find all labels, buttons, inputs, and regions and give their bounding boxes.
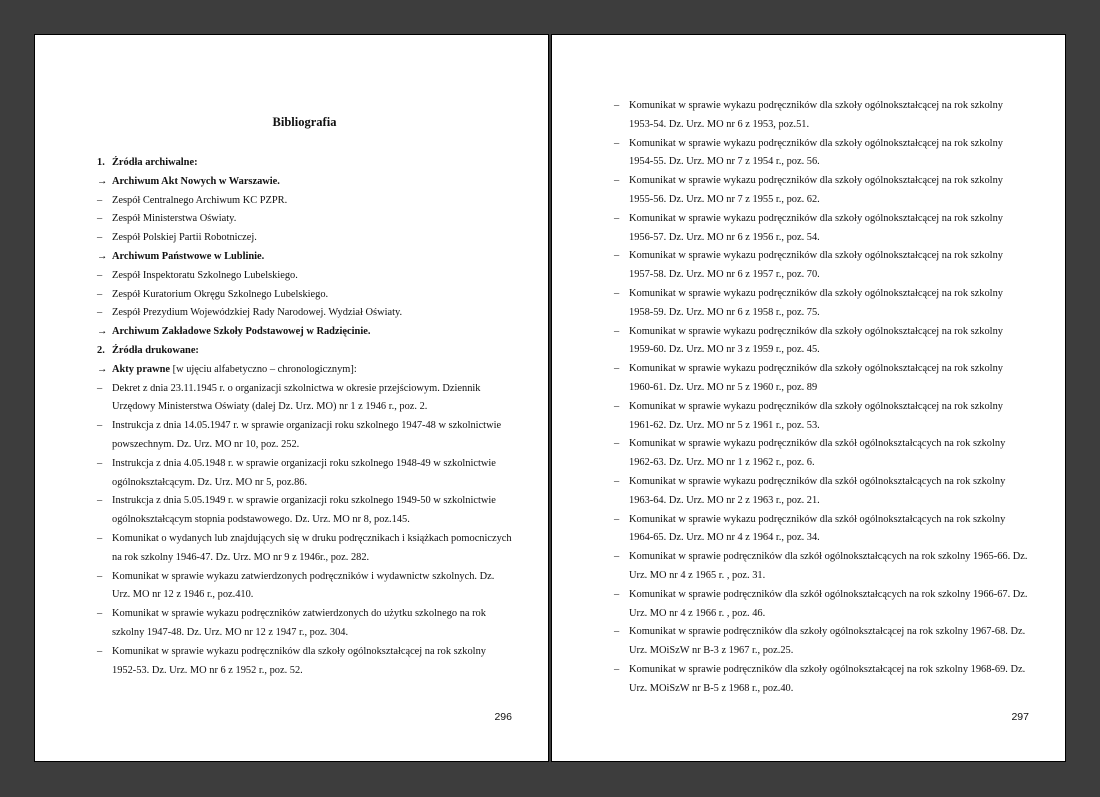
bibliography-entry xyxy=(614,360,1029,398)
entry-text: Komunikat w sprawie wykazu podręczników dla szkoły ogólnokształcącej na rok szkolny 1961-62. Dz. Urz. MO nr 5 z 1961 r., poz. 53. xyxy=(629,400,1003,431)
entry-marker: – xyxy=(614,363,620,375)
bibliography-entry xyxy=(97,323,512,342)
bibliography-entry xyxy=(97,530,512,568)
entry-marker: – xyxy=(614,325,620,337)
entry-text: Źródła archiwalne: xyxy=(112,157,198,168)
bibliography-entry xyxy=(97,248,512,267)
entry-text: Instrukcja z dnia 14.05.1947 r. w sprawie organizacji roku szkolnego 1947-48 w szkolnictwie powszechnym. Dz. Urz. MO nr 10, poz. 252. xyxy=(112,420,502,450)
bibliography-entry xyxy=(97,229,512,248)
bibliography-entry xyxy=(97,605,512,643)
entry-text: Archiwum Państwowe w Lublinie. xyxy=(112,250,265,262)
entry-text: Zespół Ministerstwa Oświaty. xyxy=(112,213,237,225)
bibliography-entry xyxy=(97,286,512,305)
entry-marker: – xyxy=(97,232,103,244)
entry-marker: – xyxy=(614,137,620,149)
entry-text: Komunikat w sprawie podręczników dla szkoły ogólnokształcącej na rok szkolny 1968-69. Dz. Urz. MOiSzW nr B-5 z 1968 r., poz.40. xyxy=(629,663,1026,694)
bibliography-entry xyxy=(614,548,1029,586)
bibliography-list xyxy=(614,97,1029,699)
entry-marker: – xyxy=(614,250,620,262)
entry-text: Komunikat w sprawie wykazu podręczników dla szkoły ogólnokształcącej na rok szkolny 1954-55. Dz. Urz. MO nr 7 z 1954 r., poz. 56. xyxy=(629,137,1003,168)
entry-text: Komunikat w sprawie wykazu zatwierdzonych podręczników i wydawnictw szkolnych. Dz. Urz. MO nr 12 z 1946 r., poz.410. xyxy=(112,570,495,601)
entry-text: Komunikat w sprawie wykazu podręczników dla szkoły ogólnokształcącej na rok szkolny 1952-53. Dz. Urz. MO nr 6 z 1952 r., poz. 52. xyxy=(112,645,486,676)
page-296 xyxy=(34,34,549,762)
entry-text: Komunikat w sprawie wykazu podręczników dla szkół ogólnokształcących na rok szkolny 1962-63. Dz. Urz. MO nr 1 z 1962 r., poz. 6. xyxy=(629,438,1006,469)
bibliography-entry xyxy=(97,210,512,229)
entry-text: Akty prawne xyxy=(112,363,171,375)
bibliography-title: Bibliografia xyxy=(272,115,337,129)
entry-text: Zespół Prezydium Wojewódzkiej Rady Narodowej. Wydział Oświaty. xyxy=(112,307,403,319)
entry-text: Komunikat w sprawie podręczników dla szkoły ogólnokształcącej na rok szkolny 1967-68. Dz. Urz. MOiSzW nr B-3 z 1967 r., poz.25. xyxy=(629,626,1026,657)
entry-text: Komunikat w sprawie wykazu podręczników dla szkoły ogólnokształcącej na rok szkolny 1956-57. Dz. Urz. MO nr 6 z 1956 r., poz. 54. xyxy=(629,212,1003,243)
page-number: 297 xyxy=(1011,711,1029,723)
bibliography-entry xyxy=(614,586,1029,624)
entry-marker: – xyxy=(97,645,103,657)
bibliography-list xyxy=(97,154,512,680)
entry-text: Komunikat w sprawie wykazu podręczników zatwierdzonych do użytku szkolnego na rok szkolny 1947-48. Dz. Urz. MO nr 12 z 1947 r., poz. 304. xyxy=(112,608,486,638)
bibliography-entry xyxy=(614,135,1029,173)
entry-marker: – xyxy=(614,438,620,450)
entry-text: Zespół Kuratorium Okręgu Szkolnego Lubelskiego. xyxy=(112,288,329,300)
entry-marker: – xyxy=(614,588,620,600)
bibliography-entry xyxy=(97,173,512,192)
entry-text: Komunikat w sprawie wykazu podręczników dla szkoły ogólnokształcącej na rok szkolny 1953-54. Dz. Urz. MO nr 6 z 1953, poz.51. xyxy=(629,100,1003,130)
entry-marker: – xyxy=(614,663,620,675)
entry-text-rest: [w ujęciu alfabetyczno – chronologicznym]: xyxy=(170,363,357,375)
entry-text: Komunikat w sprawie wykazu podręczników dla szkoły ogólnokształcącej na rok szkolny 1957-58. Dz. Urz. MO nr 6 z 1957 r., poz. 70. xyxy=(629,250,1003,281)
entry-marker: – xyxy=(614,551,620,563)
entry-marker: – xyxy=(97,382,103,394)
entry-marker: – xyxy=(97,495,103,507)
bibliography-entry xyxy=(97,154,512,173)
entry-marker: – xyxy=(614,475,620,487)
entry-marker: – xyxy=(97,213,103,225)
entry-marker: – xyxy=(97,532,103,544)
page-number: 296 xyxy=(494,711,512,723)
entry-text: Zespół Centralnego Archiwum KC PZPR. xyxy=(112,194,288,206)
bibliography-entry xyxy=(614,435,1029,473)
bibliography-entry xyxy=(97,455,512,493)
entry-marker: – xyxy=(97,288,103,300)
bibliography-entry xyxy=(97,267,512,286)
entry-marker: – xyxy=(97,194,103,206)
entry-text: Komunikat w sprawie wykazu podręczników dla szkoły ogólnokształcącej na rok szkolny 1960-61. Dz. Urz. MO nr 5 z 1960 r., poz. 89 xyxy=(629,363,1003,393)
entry-marker: → xyxy=(97,250,108,262)
entry-text: Archiwum Zakładowe Szkoły Podstawowej w Radzięcinie. xyxy=(112,326,371,338)
entry-marker: – xyxy=(614,212,620,224)
entry-text: Instrukcja z dnia 5.05.1949 r. w sprawie organizacji roku szkolnego 1949-50 w szkolnictwie ogólnokształcącym stopnia podstawowego. Dz. Urz. MO nr 8, poz.145. xyxy=(112,495,496,526)
bibliography-entry xyxy=(614,285,1029,323)
bibliography-entry xyxy=(614,210,1029,248)
bibliography-entry xyxy=(97,361,512,380)
entry-text: Instrukcja z dnia 4.05.1948 r. w sprawie organizacji roku szkolnego 1948-49 w szkolnictwie ogólnokształcącym. Dz. Urz. MO nr 5, poz.86. xyxy=(112,457,496,488)
entry-marker: → xyxy=(97,363,108,375)
entry-marker: – xyxy=(614,175,620,187)
page-content xyxy=(614,97,1029,699)
entry-text: Komunikat w sprawie wykazu podręczników dla szkoły ogólnokształcącej na rok szkolny 1958-59. Dz. Urz. MO nr 6 z 1958 r., poz. 75. xyxy=(629,287,1003,318)
entry-text: Źródła drukowane: xyxy=(112,344,199,356)
entry-text: Komunikat w sprawie wykazu podręczników dla szkoły ogólnokształcącej na rok szkolny 1959-60. Dz. Urz. MO nr 3 z 1959 r., poz. 45. xyxy=(629,325,1003,356)
entry-marker: – xyxy=(614,513,620,525)
bibliography-entry xyxy=(97,417,512,455)
entry-marker: – xyxy=(97,269,103,281)
bibliography-entry xyxy=(614,511,1029,549)
page-297 xyxy=(551,34,1066,762)
entry-text: Komunikat w sprawie wykazu podręczników dla szkół ogólnokształcących na rok szkolny 1964-65. Dz. Urz. MO nr 4 z 1964 r., poz. 34. xyxy=(629,513,1006,544)
entry-text: Archiwum Akt Nowych w Warszawie. xyxy=(112,175,280,187)
entry-marker: – xyxy=(614,287,620,299)
entry-marker: – xyxy=(614,626,620,638)
bibliography-entry xyxy=(614,247,1029,285)
bibliography-entry xyxy=(97,643,512,681)
entry-text: Komunikat w sprawie wykazu podręczników dla szkoły ogólnokształcącej na rok szkolny 1955-56. Dz. Urz. MO nr 7 z 1955 r., poz. 62. xyxy=(629,175,1003,205)
bibliography-entry xyxy=(97,568,512,606)
entry-text: Komunikat w sprawie podręczników dla szkół ogólnokształcących na rok szkolny 1965-66. Dz. Urz. MO nr 4 z 1965 r. , poz. 31. xyxy=(629,551,1028,581)
bibliography-entry xyxy=(614,323,1029,361)
entry-marker: 2. xyxy=(97,344,105,356)
bibliography-entry xyxy=(614,172,1029,210)
bibliography-entry xyxy=(614,398,1029,436)
entry-marker: – xyxy=(97,570,103,582)
entry-marker: – xyxy=(97,608,103,620)
entry-marker: – xyxy=(614,400,620,412)
bibliography-entry xyxy=(97,192,512,211)
entry-marker: – xyxy=(97,307,103,319)
entry-text: Dekret z dnia 23.11.1945 r. o organizacji szkolnictwa w okresie przejściowym. Dziennik Urzędowy Ministerstwa Oświaty (dalej Dz. Urz. MO) nr 1 z 1946 r., poz. 2. xyxy=(112,382,481,413)
bibliography-entry xyxy=(614,473,1029,511)
entry-marker: 1. xyxy=(97,157,105,168)
entry-marker: – xyxy=(614,100,620,111)
entry-marker: – xyxy=(97,457,103,469)
bibliography-entry xyxy=(97,380,512,418)
bibliography-entry xyxy=(614,661,1029,699)
bibliography-entry xyxy=(97,492,512,530)
bibliography-entry xyxy=(614,97,1029,135)
bibliography-entry xyxy=(614,623,1029,661)
bibliography-entry xyxy=(97,304,512,323)
entry-text: Komunikat w sprawie podręczników dla szkół ogólnokształcących na rok szkolny 1966-67. Dz. Urz. MO nr 4 z 1966 r. , poz. 46. xyxy=(629,588,1028,619)
entry-text: Zespół Polskiej Partii Robotniczej. xyxy=(112,232,257,244)
page-content xyxy=(97,115,512,680)
bibliography-entry xyxy=(97,342,512,361)
entry-marker: → xyxy=(97,175,108,187)
entry-marker: → xyxy=(97,326,108,338)
entry-text: Komunikat o wydanych lub znajdujących się w druku podręcznikach i książkach pomocniczych na rok szkolny 1946-47. Dz. Urz. MO nr 9 z 1946r., poz. 282. xyxy=(112,532,512,563)
entry-marker: – xyxy=(97,420,103,432)
entry-text: Komunikat w sprawie wykazu podręczników dla szkół ogólnokształcących na rok szkolny 1963-64. Dz. Urz. MO nr 2 z 1963 r., poz. 21. xyxy=(629,475,1006,506)
entry-text: Zespół Inspektoratu Szkolnego Lubelskiego. xyxy=(112,269,298,281)
